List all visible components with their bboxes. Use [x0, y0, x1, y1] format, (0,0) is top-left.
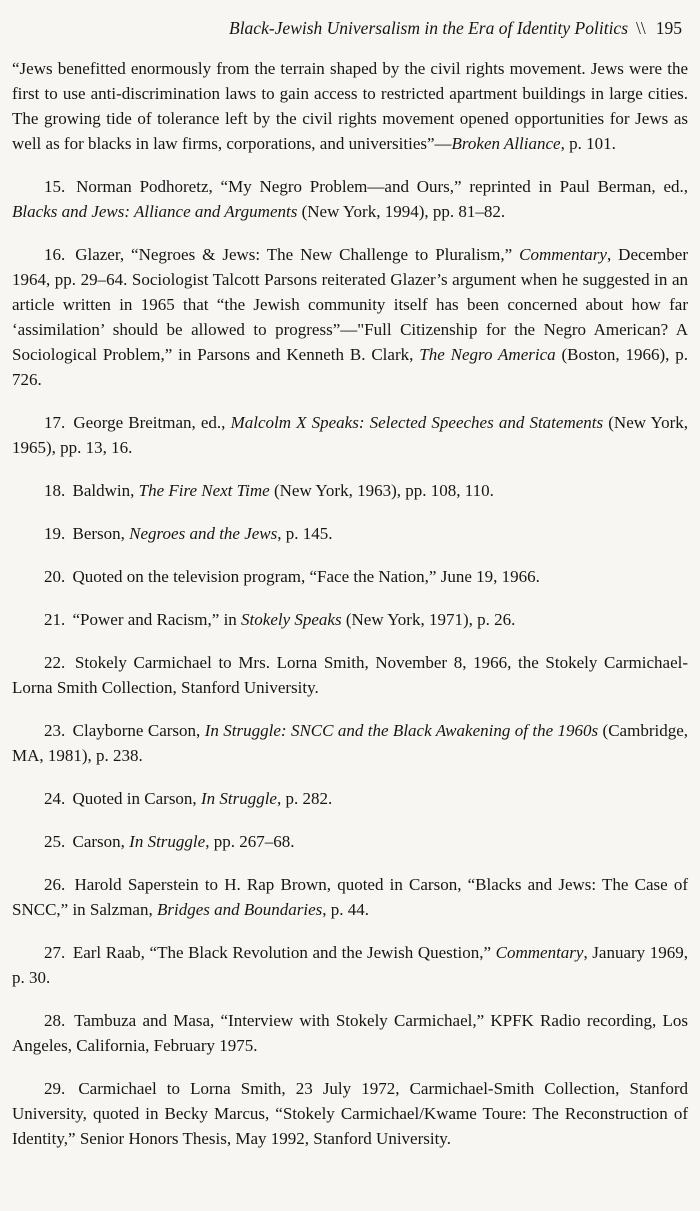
- note-text: “Power and Racism,” in: [72, 610, 242, 629]
- note-text: Norman Podhoretz, “My Negro Problem—and Ours,” reprinted in Paul Berman, ed.,: [76, 177, 689, 196]
- note-number: 29.: [44, 1079, 66, 1098]
- note-text: (New York, 1963), pp. 108, 110.: [269, 481, 494, 500]
- note-number: 18.: [44, 481, 66, 500]
- note-21: [12, 607, 688, 632]
- note-text: , p. 145.: [277, 524, 333, 543]
- note-text: Carson,: [72, 832, 130, 851]
- note-number: 16.: [44, 245, 66, 264]
- endnotes: [12, 56, 688, 1169]
- page-number: 195: [655, 18, 682, 38]
- note-text: Baldwin,: [72, 481, 139, 500]
- note-italic: Malcolm X Speaks: Selected Speeches and Statements: [230, 413, 604, 432]
- note-text: (New York, 1965), pp. 13, 16.: [12, 413, 689, 457]
- note-28: [12, 1008, 688, 1058]
- note-text: Stokely Carmichael to Mrs. Lorna Smith, November 8, 1966, the Stokely Carmichael-Lorna Smith Collection, Stanford University.: [12, 653, 689, 697]
- note-number: 15.: [44, 177, 66, 196]
- running-head-title: Black-Jewish Universalism in the Era of Identity Politics: [229, 18, 629, 38]
- note-text: , p. 282.: [276, 789, 333, 808]
- note-italic: Commentary: [519, 245, 607, 264]
- note-italic: The Negro America: [419, 345, 556, 364]
- note-italic: Commentary: [495, 943, 584, 962]
- note-17: [12, 410, 688, 460]
- note-22: [12, 650, 688, 700]
- note-number: 24.: [44, 789, 66, 808]
- note-italic: In Struggle: [129, 832, 206, 851]
- note-text: Earl Raab, “The Black Revolution and the Jewish Question,”: [72, 943, 496, 962]
- note-15: [12, 174, 688, 224]
- note-text: , January 1969, p. 30.: [12, 943, 689, 987]
- note-text: George Breitman, ed.,: [73, 413, 231, 432]
- note-text: Carmichael to Lorna Smith, 23 July 1972, Carmichael-Smith Collection, Stanford University, quoted in Becky Marcus, “Stokely Carmichael/Kwame Toure: The Reconstruction of Identity,” Senior Honors Thesis, May 1992, Stanford University.: [12, 1079, 688, 1148]
- note-14-continuation: [12, 56, 688, 156]
- note-italic: Blacks and Jews: Alliance and Arguments: [12, 202, 298, 221]
- note-italic: In Struggle: [200, 789, 277, 808]
- note-italic: The Fire Next Time: [138, 481, 270, 500]
- note-number: 17.: [44, 413, 66, 432]
- running-head: [170, 18, 682, 39]
- note-19: [12, 521, 688, 546]
- note-italic: Negroes and the Jews: [129, 524, 278, 543]
- note-text: Quoted in Carson,: [72, 789, 201, 808]
- note-25: [12, 829, 688, 854]
- note-text: , p. 101.: [560, 134, 616, 153]
- note-number: 20.: [44, 567, 66, 586]
- note-27: [12, 940, 688, 990]
- note-26: [12, 872, 688, 922]
- note-text: , pp. 267–68.: [205, 832, 295, 851]
- note-text: Quoted on the television program, “Face the Nation,” June 19, 1966.: [72, 567, 540, 586]
- note-italic: Broken Alliance: [451, 134, 561, 153]
- note-number: 26.: [44, 875, 66, 894]
- note-18: [12, 478, 688, 503]
- note-24: [12, 786, 688, 811]
- note-number: 22.: [44, 653, 66, 672]
- note-number: 23.: [44, 721, 66, 740]
- note-italic: Bridges and Boundaries: [156, 900, 323, 919]
- note-number: 21.: [44, 610, 66, 629]
- note-text: (Cambridge, MA, 1981), p. 238.: [12, 721, 689, 765]
- note-number: 28.: [44, 1011, 66, 1030]
- note-16: [12, 242, 688, 392]
- note-text: (New York, 1994), pp. 81–82.: [297, 202, 506, 221]
- note-text: (New York, 1971), p. 26.: [341, 610, 516, 629]
- note-text: Harold Saperstein to H. Rap Brown, quoted in Carson, “Blacks and Jews: The Case of SNCC,” in Salzman,: [12, 875, 688, 919]
- note-text: , December 1964, pp. 29–64. Sociologist Talcott Parsons reiterated Glazer’s argument when he suggested in an article written in 1965 that “the Jewish community itself has been concerned about how far ‘assimilation’ should be allowed to progress”—"Full Citizenship for the Negro American? A Sociological Problem,” in Parsons and Kenneth B. Clark,: [12, 245, 689, 364]
- note-number: 25.: [44, 832, 66, 851]
- note-text: “Jews benefitted enormously from the terrain shaped by the civil rights movement. Jews were the first to use anti-discrimination laws to gain access to restricted apartment buildings in large cities. The growing tide of tolerance left by the civil rights movement opened opportunities for Jews as well as for blacks in law firms, corporations, and universities”—: [12, 59, 688, 153]
- note-number: 19.: [44, 524, 66, 543]
- note-text: Clayborne Carson,: [72, 721, 205, 740]
- note-italic: Stokely Speaks: [241, 610, 342, 629]
- note-text: , p. 44.: [322, 900, 369, 919]
- note-20: [12, 564, 688, 589]
- running-head-separator: \\: [636, 18, 646, 38]
- note-italic: In Struggle: SNCC and the Black Awakening of the 1960s: [204, 721, 599, 740]
- note-number: 27.: [44, 943, 66, 962]
- note-text: Tambuza and Masa, “Interview with Stokely Carmichael,” KPFK Radio recording, Los Angeles, California, February 1975.: [12, 1011, 688, 1055]
- note-text: Glazer, “Negroes & Jews: The New Challenge to Pluralism,”: [75, 245, 520, 264]
- note-text: (Boston, 1966), p. 726.: [12, 345, 689, 389]
- note-29: [12, 1076, 688, 1151]
- note-text: Berson,: [72, 524, 130, 543]
- note-23: [12, 718, 688, 768]
